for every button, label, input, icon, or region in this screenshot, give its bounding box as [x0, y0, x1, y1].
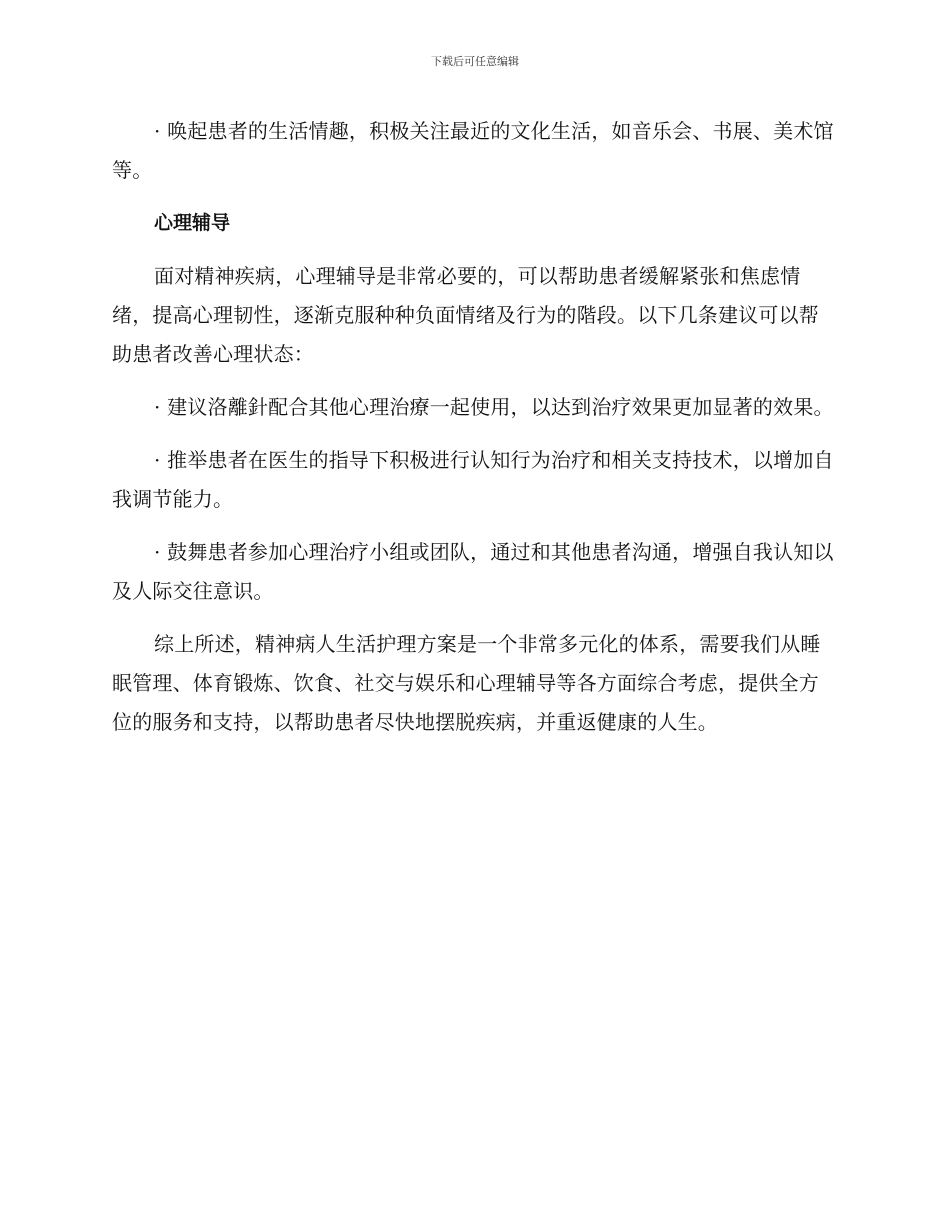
paragraph-culture-life: · 唤起患者的生活情趣，积极关注最近的文化生活，如音乐会、书展、美术馆等。 — [112, 119, 834, 182]
paragraph-summary: 综上所述，精神病人生活护理方案是一个非常多元化的体系，需要我们从睡眠管理、体育锻炼、饮食、社交与娱乐和心理辅导等各方面综合考虑，提供全方位的服务和支持，以帮助患者尽快地摆脱疾病，并重返健康的人生。 — [112, 632, 821, 734]
paragraph-bullet-cbt: · 推举患者在医生的指导下积极进行认知行为治疗和相关支持技术，以增加自我调节能力。 — [112, 448, 834, 511]
paragraph-bullet-combined-therapy: · 建议洛離針配合其他心理治療一起使用，以达到治疗效果更加显著的效果。 — [154, 395, 834, 419]
page-header: 下载后可任意编辑 — [431, 55, 519, 68]
paragraph-psych-intro: 面对精神疾病，心理辅导是非常必要的，可以帮助患者缓解紧张和焦虑情绪，提高心理韧性，逐渐克服种种负面情绪及行为的階段。以下几条建议可以帮助患者改善心理状态： — [112, 264, 819, 366]
document-body — [112, 112, 834, 756]
paragraph-bullet-group-therapy: · 鼓舞患者参加心理治疗小组或团队，通过和其他患者沟通，增强自我认知以及人际交往意识。 — [112, 540, 834, 603]
section-heading-psych-counseling: 心理辅导 — [154, 212, 231, 234]
